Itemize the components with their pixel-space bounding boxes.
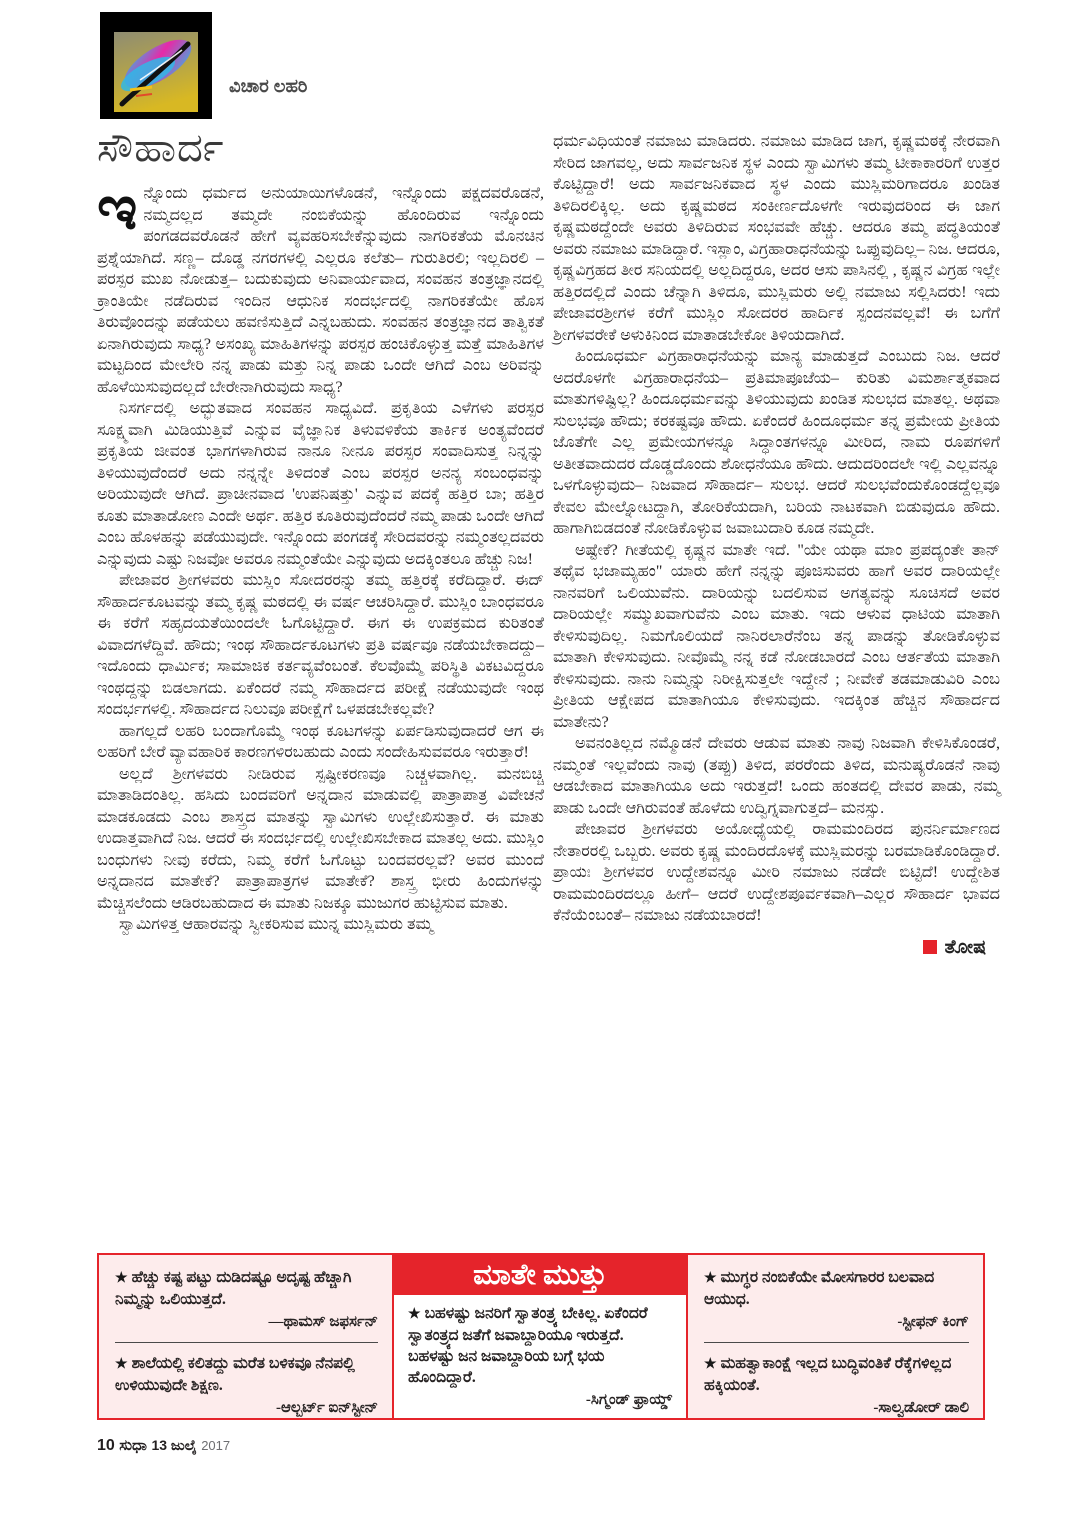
quote-box-center-cell	[394, 1255, 688, 1418]
drop-cap: ಇ	[97, 175, 138, 243]
quote	[115, 1267, 378, 1333]
quote-text: ಮಹತ್ವಾಕಾಂಕ್ಷೆ ಇಲ್ಲದ ಬುದ್ಧಿವಂತಿಕೆ ರೆಕ್ಕೆಗಳಿಲ್ಲದ ಹಕ್ಕಿಯಂತೆ.	[704, 1355, 952, 1394]
quote	[115, 1353, 378, 1419]
quote-divider	[704, 1342, 969, 1343]
article-right-column	[553, 131, 1000, 1191]
quote-author: -ಸ್ಟೀಫನ್ ಕಿಂಗ್	[897, 1314, 969, 1330]
quote-author: -ಸಾಲ್ವಡೋರ್ ಡಾಲಿ	[873, 1400, 969, 1416]
article-paragraph	[97, 175, 544, 398]
star-icon: ★	[115, 1271, 128, 1286]
article-paragraph: ಹಿಂದೂಧರ್ಮ ವಿಗ್ರಹಾರಾಧನೆಯನ್ನು ಮಾನ್ಯ ಮಾಡುತ್ತದೆ ಎಂಬುದು ನಿಜ. ಆದರೆ ಅದರೊಳಗೇ ವಿಗ್ರಹಾರಾಧನೆಯ– ಪ್ರತಿಮಾಪೂಜೆಯ– ಕುರಿತು ವಿಮರ್ಶಾತ್ಮಕವಾದ ಮಾತುಗಳಿಷ್ಟಿಲ್ಲ? ಹಿಂದೂಧರ್ಮವನ್ನು ತಿಳಿಯುವುದು ಖಂಡಿತ ಸುಲಭದ ಮಾತಲ್ಲ. ಅಥವಾ ಸುಲಭವೂ ಹೌದು; ಕರಕಷ್ಟವೂ ಹೌದು. ಏಕೆಂದರೆ ಹಿಂದೂಧರ್ಮ ತನ್ನ ಪ್ರಮೇಯ ಪ್ರೀತಿಯ ಜೊತೆಗೇ ಎಲ್ಲ ಪ್ರಮೇಯಗಳನ್ನೂ ಸಿದ್ಧಾಂತಗಳನ್ನೂ ಮೀರಿದ, ನಾಮ ರೂಪಗಳಿಗೆ ಅತೀತವಾದುದರ ದೊಡ್ಡದೊಂದು ಶೋಧನೆಯೂ ಹೌದು. ಆದುದರಿಂದಲೇ ಇಲ್ಲಿ ಎಲ್ಲವನ್ನೂ ಒಳಗೊಳ್ಳುವುದು– ನಿಜವಾದ ಸೌಹಾರ್ದ– ಸುಲಭ. ಆದರೆ ಸುಲಭವೆಂದುಕೊಂಡದ್ದೆಲ್ಲವೂ ಕೇವಲ ಮೇಲ್ನೋಟದ್ದಾಗಿ, ತೋರಿಕೆಯದಾಗಿ, ಬರಿಯ ನಾಟಕವಾಗಿ ಬಿಡುವುದೂ ಹೌದು. ಹಾಗಾಗಿಬಿಡದಂತೆ ನೋಡಿಕೊಳ್ಳುವ ಜವಾಬುದಾರಿ ಕೂಡ ನಮ್ಮದೇ.	[553, 348, 1000, 537]
vichara-lahari-logo	[100, 12, 212, 119]
article-paragraph: ಧರ್ಮವಿಧಿಯಂತೆ ನಮಾಜು ಮಾಡಿದರು. ನಮಾಜು ಮಾಡಿದ ಜಾಗ, ಕೃಷ್ಣಮಠಕ್ಕೆ ನೇರವಾಗಿ ಸೇರಿದ ಜಾಗವಲ್ಲ, ಅದು ಸಾರ್ವಜನಿಕ ಸ್ಥಳ ಎಂದು ಸ್ವಾಮಿಗಳು ತಮ್ಮ ಟೀಕಾಕಾರರಿಗೆ ಉತ್ತರ ಕೊಟ್ಟಿದ್ದಾರೆ! ಅದು ಸಾರ್ವಜನಿಕವಾದ ಸ್ಥಳ ಎಂದು ಮುಸ್ಲಿಮರಿಗಾದರೂ ಖಂಡಿತ ತಿಳಿದಿರಲಿಕ್ಕಿಲ್ಲ. ಅದು ಕೃಷ್ಣಮಠದ ಸಂಕೀರ್ಣದೊಳಗೇ ಇರುವುದರಿಂದ ಈ ಜಾಗ ಕೃಷ್ಣಮಠದ್ದೆಂದೇ ಅವರು ತಿಳಿದಿರುವ ಸಂಭವವೇ ಹೆಚ್ಚು. ಆದರೂ ತಮ್ಮ ಪದ್ಧತಿಯಂತೆ ಅವರು ನಮಾಜು ಮಾಡಿದ್ದಾರೆ. ಇಸ್ಲಾಂ, ವಿಗ್ರಹಾರಾಧನೆಯನ್ನು ಒಪ್ಪುವುದಿಲ್ಲ– ನಿಜ. ಆದರೂ, ಕೃಷ್ಣವಿಗ್ರಹದ ತೀರ ಸನಿಯದಲ್ಲಿ ಅಲ್ಲದಿದ್ದರೂ, ಅದರ ಆಸು ಪಾಸಿನಲ್ಲಿ , ಕೃಷ್ಣನ ವಿಗ್ರಹ ಇಲ್ಲೇ ಹತ್ತಿರದಲ್ಲಿದೆ ಎಂದು ಚೆನ್ನಾಗಿ ತಿಳಿದೂ, ಮುಸ್ಲಿಮರು ಅಲ್ಲಿ ನಮಾಜು ಸಲ್ಲಿಸಿದರು! ಇದು ಪೇಜಾವರಶ್ರೀಗಳ ಕರೆಗೆ ಮುಸ್ಲಿಂ ಸೋದರರ ಹಾರ್ದಿಕ ಸ್ಪಂದನವಲ್ಲವೆ! ಈ ಬಗೆಗೆ ಶ್ರೀಗಳವರೇಕೆ ಅಳುಕಿನಿಂದ ಮಾತಾಡಬೇಕೋ ತಿಳಿಯದಾಗಿದೆ.	[553, 133, 1000, 344]
page-number: 10	[97, 1437, 115, 1454]
quote	[704, 1267, 969, 1333]
quote-author: -ಸಿಗ್ಮಂಡ್ ಫ್ರಾಯ್ಡ್	[585, 1392, 672, 1408]
red-square-icon	[923, 940, 937, 954]
quote	[704, 1353, 969, 1419]
article-left-column	[97, 175, 544, 1238]
issue-year: 2017	[201, 1438, 231, 1453]
article-paragraph: ಅಲ್ಲದೆ ಶ್ರೀಗಳವರು ನೀಡಿರುವ ಸ್ಪಷ್ಟೀಕರಣವೂ ನಿಚ್ಚಳವಾಗಿಲ್ಲ. ಮನಬಿಚ್ಚಿ ಮಾತಾಡಿದಂತಿಲ್ಲ. ಹಸಿದು ಬಂದವರಿಗೆ ಅನ್ನದಾನ ಮಾಡುವಲ್ಲಿ ಪಾತ್ರಾಪಾತ್ರ ವಿವೇಚನೆ ಮಾಡಕೂಡದು ಎಂಬ ಶಾಸ್ತ್ರದ ಮಾತನ್ನು ಸ್ವಾಮಿಗಳು ಉಲ್ಲೇಖಿಸುತ್ತಾರೆ. ಈ ಮಾತು ಉದಾತ್ತವಾಗಿದೆ ನಿಜ. ಆದರೆ ಈ ಸಂದರ್ಭದಲ್ಲಿ ಉಲ್ಲೇಖಿಸಬೇಕಾದ ಮಾತಲ್ಲ ಅದು. ಮುಸ್ಲಿಂ ಬಂಧುಗಳು ನೀವು ಕರೆದು, ನಿಮ್ಮ ಕರೆಗೆ ಓಗೊಟ್ಟು ಬಂದವರಲ್ಲವೆ? ಅವರ ಮುಂದೆ ಅನ್ನದಾನದ ಮಾತೇಕೆ? ಪಾತ್ರಾಪಾತ್ರಗಳ ಮಾತೇಕೆ? ಶಾಸ್ತ್ರ ಭೀರು ಹಿಂದುಗಳನ್ನು ಮೆಚ್ಚಿಸಲೆಂದು ಆಡಿರಬಹುದಾದ ಈ ಮಾತು ನಿಜಕ್ಕೂ ಮುಜುಗರ ಹುಟ್ಟಿಸುವ ಮಾತು.	[97, 765, 544, 912]
quote-divider	[115, 1342, 378, 1343]
quote-text: ಶಾಲೆಯಲ್ಲಿ ಕಲಿತದ್ದು ಮರೆತ ಬಳಿಕವೂ ನೆನಪಲ್ಲಿ ಉಳಿಯುವುದೇ ಶಿಕ್ಷಣ.	[115, 1355, 355, 1394]
quote-box-right-cell	[688, 1255, 983, 1418]
issue-date: 13 ಜುಲೈ	[151, 1437, 197, 1453]
article-paragraph: ನಿಸರ್ಗದಲ್ಲಿ ಅದ್ಭುತವಾದ ಸಂವಹನ ಸಾಧ್ಯವಿದೆ. ಪ್ರಕೃತಿಯ ಎಳೆಗಳು ಪರಸ್ಪರ ಸೂಕ್ಷ್ಮವಾಗಿ ಮಿಡಿಯುತ್ತಿವೆ ಎನ್ನುವ ವೈಜ್ಞಾನಿಕ ತಿಳುವಳಿಕೆಯ ತಾರ್ಕಿಕ ಅಂತ್ಯವೆಂದರೆ ಪ್ರಕೃತಿಯ ಜೀವಂತ ಭಾಗಗಳಾಗಿರುವ ನಾನೂ ನೀನೂ ಪರಸ್ಪರ ಸಂವಾದಿಸುತ್ತ ನಿನ್ನನ್ನು ತಿಳಿಯುವುದೆಂದರೆ ಅದು ನನ್ನನ್ನೇ ತಿಳಿದಂತೆ ಎಂಬ ಪರಸ್ಪರ ಅನನ್ಯ ಸಂಬಂಧವನ್ನು ಅರಿಯುವುದೇ ಆಗಿದೆ. ಪ್ರಾಚೀನವಾದ 'ಉಪನಿಷತ್ತು' ಎನ್ನುವ ಪದಕ್ಕೆ ಹತ್ತಿರ ಬಾ; ಹತ್ತಿರ ಕೂತು ಮಾತಾಡೋಣ ಎಂದೇ ಅರ್ಥ. ಹತ್ತಿರ ಕೂತಿರುವುದೆಂದರೆ ನಮ್ಮ ಪಾಡು ಒಂದೇ ಆಗಿದೆ ಎಂಬ ಹೊಳಹನ್ನು ಪಡೆಯುವುದೇ. ಇನ್ನೊಂದು ಪಂಗಡಕ್ಕೆ ಸೇರಿದವರನ್ನು ನಮ್ಮಂತಲ್ಲದವರು ಎನ್ನುವುದು ಎಷ್ಟು ನಿಜವೋ ಅವರೂ ನಮ್ಮಂತೆಯೇ ಎನ್ನುವುದು ಅದಕ್ಕಿಂತಲೂ ಹೆಚ್ಚು ನಿಜ!	[97, 400, 544, 568]
article-title: ಸೌಹಾರ್ದ	[97, 125, 225, 170]
article-paragraph: ಹಾಗಲ್ಲದೆ ಲಹರಿ ಬಂದಾಗೊಮ್ಮೆ ಇಂಥ ಕೂಟಗಳನ್ನು ಏರ್ಪಡಿಸುವುದಾದರೆ ಆಗ ಈ ಲಹರಿಗೆ ಬೇರೆ ವ್ಯಾವಹಾರಿಕ ಕಾರಣಗಳಿರಬಹುದು ಎಂದು ಸಂದೇಹಿಸುವವರೂ ಇರುತ್ತಾರೆ!	[97, 722, 544, 761]
quote-text: ಹೆಚ್ಚು ಕಷ್ಟ ಪಟ್ಟು ದುಡಿದಷ್ಟೂ ಅದೃಷ್ಟ ಹೆಚ್ಚಾಗಿ ನಿಮ್ಮನ್ನು ಒಲಿಯುತ್ತದೆ.	[115, 1269, 352, 1308]
article-paragraph: ಸ್ವಾಮಿಗಳಿತ್ತ ಆಹಾರವನ್ನು ಸ್ವೀಕರಿಸುವ ಮುನ್ನ ಮುಸ್ಲಿಮರು ತಮ್ಮ	[119, 916, 433, 933]
byline	[553, 937, 1000, 959]
quote-author: —ಥಾಮಸ್ ಜಫರ್ಸನ್	[268, 1314, 378, 1330]
star-icon: ★	[408, 1307, 421, 1322]
quote	[408, 1303, 672, 1411]
article-paragraph: ಪೇಜಾವರ ಶ್ರೀಗಳವರು ಅಯೋಧ್ಯೆಯಲ್ಲಿ ರಾಮಮಂದಿರದ ಪುನರ್ನಿರ್ಮಾಣದ ನೇತಾರರಲ್ಲಿ ಒಬ್ಬರು. ಅವರು ಕೃಷ್ಣ ಮಂದಿರದೊಳಕ್ಕೆ ಮುಸ್ಲಿಮರನ್ನು ಬರಮಾಡಿಕೊಂಡಿದ್ದಾರೆ. ಪ್ರಾಯಃ ಶ್ರೀಗಳವರ ಉದ್ದೇಶವನ್ನೂ ಮೀರಿ ನಮಾಜು ನಡೆದೇ ಬಿಟ್ಟಿದೆ! ಉದ್ದೇಶಿತ ರಾಮಮಂದಿರದಲ್ಲೂ ಹೀಗೆ– ಆದರೆ ಉದ್ದೇಶಪೂರ್ವಕವಾಗಿ–ಎಲ್ಲರ ಸೌಹಾರ್ದ ಭಾವದ ಕೆನೆಯೆಂಬಂತೆ– ನಮಾಜು ನಡೆಯಬಾರದೆ!	[553, 821, 1000, 924]
magazine-name: ಸುಧಾ	[119, 1437, 147, 1454]
quote-box-header: ಮಾತೇ ಮುತ್ತು	[394, 1255, 686, 1295]
quote-box	[97, 1253, 985, 1420]
quote-author: -ಆಲ್ಬರ್ಟ್ ಐನ್‌ಸ್ಟೀನ್	[275, 1400, 378, 1416]
star-icon: ★	[704, 1271, 717, 1286]
paragraph-text: ನ್ನೊಂದು ಧರ್ಮದ ಅನುಯಾಯಿಗಳೊಡನೆ, ಇನ್ನೊಂದು ಪಕ್ಷದವರೊಡನೆ, ನಮ್ಮದಲ್ಲದ ತಮ್ಮದೇ ನಂಬಿಕೆಯನ್ನು ಹೊಂದಿರುವ ಇನ್ನೊಂದು ಪಂಗಡದವರೊಡನೆ ಹೇಗೆ ವ್ಯವಹರಿಸಬೇಕೆನ್ನುವುದು ನಾಗರಿಕತೆಯ ಮೊನಚಿನ ಪ್ರಶ್ನೆಯಾಗಿದೆ. ಸಣ್ಣ– ದೊಡ್ಡ ನಗರಗಳಲ್ಲಿ ಎಲ್ಲರೂ ಕಲೆತು– ಗುರುತಿರಲಿ; ಇಲ್ಲದಿರಲಿ –ಪರಸ್ಪರ ಮುಖ ನೋಡುತ್ತ– ಬದುಕುವುದು ಅನಿವಾರ್ಯವಾದ, ಸಂವಹನ ತಂತ್ರಜ್ಞಾನದಲ್ಲಿ ಕ್ರಾಂತಿಯೇ ನಡೆದಿರುವ ಇಂದಿನ ಆಧುನಿಕ ಸಂದರ್ಭದಲ್ಲಿ ನಾಗರಿಕತೆಯೇ ಹೊಸ ತಿರುವೊಂದನ್ನು ಪಡೆಯಲು ಹವಣಿಸುತ್ತಿದೆ ಎನ್ನಬಹುದು. ಸಂವಹನ ತಂತ್ರಜ್ಞಾನದ ತಾತ್ವಿಕತೆ ಏನಾಗಿರುವುದು ಸಾಧ್ಯ? ಅಸಂಖ್ಯ ಮಾಹಿತಿಗಳನ್ನು ಪರಸ್ಪರ ಹಂಚಿಕೊಳ್ಳುತ್ತ ಮತ್ತೆ ಮಾಹಿತಿಗಳ ಮಟ್ಟದಿಂದ ಮೇಲೇರಿ ನನ್ನ ಪಾಡು ಮತ್ತು ನಿನ್ನ ಪಾಡು ಒಂದೇ ಆಗಿದೆ ಎಂಬ ಅರಿವನ್ನು ಹೊಳೆಯಿಸುವುದಲ್ಲದೆ ಬೇರೇನಾಗಿರುವುದು ಸಾಧ್ಯ?	[97, 185, 544, 396]
feather-icon	[100, 12, 212, 119]
star-icon: ★	[115, 1357, 128, 1372]
article-paragraph: ಅಷ್ಟೇಕೆ? ಗೀತೆಯಲ್ಲಿ ಕೃಷ್ಣನ ಮಾತೇ ಇದೆ. "ಯೇ ಯಥಾ ಮಾಂ ಪ್ರಪದ್ಯಂತೇ ತಾನ್ ತಥೈವ ಭಜಾಮ್ಯಹಂ" ಯಾರು ಹೇಗೆ ನನ್ನನ್ನು ಪೂಜಿಸುವರು ಹಾಗೆ ಅವರ ದಾರಿಯಲ್ಲೇ ನಾನವರಿಗೆ ಒಲಿಯುವೆನು. ದಾರಿಯನ್ನು ಬದಲಿಸುವ ಅಗತ್ಯವನ್ನು ಸೂಚಿಸದೆ ಅವರ ದಾರಿಯಲ್ಲೇ ಸಮ್ಮುಖವಾಗುವೆನು ಎಂಬ ಮಾತು. ಇದು ಆಳುವ ಧಾಟಿಯ ಮಾತಾಗಿ ಕೇಳಿಸುವುದಿಲ್ಲ. ನಿಮಗೊಲಿಯದೆ ನಾನಿರಲಾರೆನೆಂಬ ತನ್ನ ಪಾಡನ್ನು ತೋಡಿಕೊಳ್ಳುವ ಮಾತಾಗಿ ಕೇಳಿಸುವುದು. ನೀವೊಮ್ಮೆ ನನ್ನ ಕಡೆ ನೋಡಬಾರದೆ ಎಂಬ ಆರ್ತತೆಯ ಮಾತಾಗಿ ಕೇಳಿಸುವುದು. ನಾನು ನಿಮ್ಮನ್ನು ನಿರೀಕ್ಷಿಸುತ್ತಲೇ ಇದ್ದೇನೆ ; ನೀವೇಕೆ ತಡಮಾಡುವಿರಿ ಎಂಬ ಪ್ರೀತಿಯ ಆಕ್ಷೇಪದ ಮಾತಾಗಿಯೂ ಕೇಳಿಸುವುದು. ಇದಕ್ಕಿಂತ ಹೆಚ್ಚಿನ ಸೌಹಾರ್ದದ ಮಾತೇನು?	[553, 541, 1000, 731]
quote-text: ಬಹಳಷ್ಟು ಜನರಿಗೆ ಸ್ವಾತಂತ್ರ್ಯ ಬೇಕಿಲ್ಲ. ಏಕೆಂದರೆ ಸ್ವಾತಂತ್ರ್ಯದ ಜತೆಗೆ ಜವಾಬ್ದಾರಿಯೂ ಇರುತ್ತದೆ. ಬಹಳಷ್ಟು ಜನ ಜವಾಬ್ದಾರಿಯ ಬಗ್ಗೆ ಭಯ ಹೊಂದಿದ್ದಾರೆ.	[408, 1305, 648, 1386]
article-paragraph: ಪೇಜಾವರ ಶ್ರೀಗಳವರು ಮುಸ್ಲಿಂ ಸೋದರರನ್ನು ತಮ್ಮ ಹತ್ತಿರಕ್ಕೆ ಕರೆದಿದ್ದಾರೆ. ಈದ್ ಸೌಹಾರ್ದಕೂಟವನ್ನು ತಮ್ಮ ಕೃಷ್ಣ ಮಠದಲ್ಲಿ ಈ ವರ್ಷ ಆಚರಿಸಿದ್ದಾರೆ. ಮುಸ್ಲಿಂ ಬಾಂಧವರೂ ಈ ಕರೆಗೆ ಸಹೃದಯತೆಯಿಂದಲೇ ಓಗೊಟ್ಟಿದ್ದಾರೆ. ಈಗ ಈ ಉಪಕ್ರಮದ ಕುರಿತಂತೆ ವಿವಾದಗಳೆದ್ದಿವೆ. ಹೌದು; ಇಂಥ ಸೌಹಾರ್ದಕೂಟಗಳು ಪ್ರತಿ ವರ್ಷವೂ ನಡೆಯಬೇಕಾದದ್ದು– ಇದೊಂದು ಧಾರ್ಮಿಕ; ಸಾಮಾಜಿಕ ಕರ್ತವ್ಯವೆಂಬಂತೆ. ಕೆಲವೊಮ್ಮೆ ಪರಿಸ್ಥಿತಿ ವಿಕಟವಿದ್ದರೂ ಇಂಥದ್ದನ್ನು ಬಿಡಲಾಗದು. ಏಕೆಂದರೆ ನಮ್ಮ ಸೌಹಾರ್ದದ ಪರೀಕ್ಷೆ ನಡೆಯುವುದೇ ಇಂಥ ಸಂದರ್ಭಗಳಲ್ಲಿ. ಸೌಹಾರ್ದದ ನಿಲುವೂ ಪರೀಕ್ಷೆಗೆ ಒಳಪಡಬೇಕಲ್ಲವೇ?	[97, 572, 544, 718]
page-footer	[97, 1437, 230, 1455]
star-icon: ★	[704, 1357, 717, 1372]
quote-text: ಮುಗ್ಧರ ನಂಬಿಕೆಯೇ ಮೋಸಗಾರರ ಬಲವಾದ ಆಯುಧ.	[704, 1269, 935, 1308]
quote-box-left-cell	[99, 1255, 394, 1418]
column-label: ವಿಚಾರ ಲಹರಿ	[229, 76, 308, 96]
article-paragraph: ಅವನಂತಿಲ್ಲದ ನಮ್ಮೊಡನೆ ದೇವರು ಆಡುವ ಮಾತು ನಾವು ನಿಜವಾಗಿ ಕೇಳಿಸಿಕೊಂಡರೆ, ನಮ್ಮಂತೆ ಇಲ್ಲವೆಂದು ನಾವು (ತಪ್ಪು) ತಿಳಿದ, ಪರರೆಂದು ತಿಳಿದ, ಮನುಷ್ಯರೊಡನೆ ನಾವು ಆಡಬೇಕಾದ ಮಾತಾಗಿಯೂ ಅದು ಇರುತ್ತದೆ! ಒಂದು ಹಂತದಲ್ಲಿ ದೇವರ ಪಾಡು, ನಮ್ಮ ಪಾಡು ಒಂದೇ ಆಗಿರುವಂತೆ ಹೊಳೆದು ಉದ್ವಿಗ್ನವಾಗುತ್ತದೆ– ಮನಸ್ಸು.	[553, 735, 1000, 817]
byline-name: ತೋಷ	[944, 936, 986, 958]
